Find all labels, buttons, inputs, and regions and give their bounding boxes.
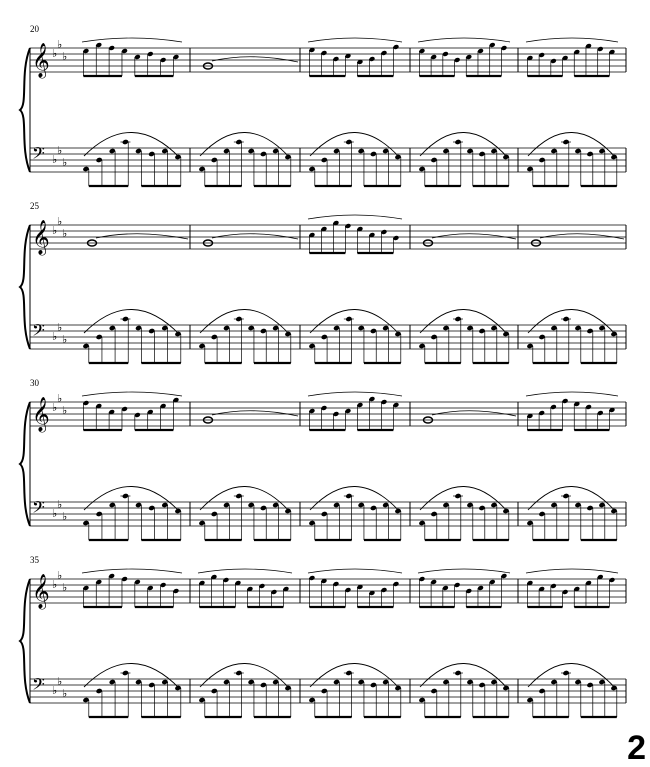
- phrase-slur: [418, 38, 510, 42]
- flat-sign: ♭: [62, 333, 68, 346]
- tie: [540, 234, 624, 239]
- bass-clef: 𝄢: [32, 674, 45, 698]
- flat-sign: ♭: [52, 224, 58, 237]
- measure-number: 25: [30, 201, 39, 211]
- measure-number: 20: [30, 24, 39, 34]
- treble-clef: 𝄞: [32, 574, 50, 609]
- phrase-slur: [198, 569, 292, 573]
- brace: [20, 402, 30, 526]
- tie: [212, 57, 298, 62]
- flat-sign: ♭: [62, 50, 68, 63]
- measure-number: 30: [30, 378, 39, 388]
- flat-sign: ♭: [57, 569, 63, 582]
- flat-sign: ♭: [52, 507, 58, 520]
- flat-sign: ♭: [57, 38, 63, 51]
- flat-sign: ♭: [57, 675, 63, 688]
- flat-sign: ♭: [52, 330, 58, 343]
- bass-clef: 𝄢: [32, 497, 45, 521]
- flat-sign: ♭: [52, 578, 58, 591]
- brace: [20, 579, 30, 703]
- phrase-slur: [526, 392, 618, 396]
- flat-sign: ♭: [62, 404, 68, 417]
- flat-sign: ♭: [57, 498, 63, 511]
- tie: [212, 411, 298, 416]
- tie: [96, 234, 188, 239]
- brace: [20, 225, 30, 349]
- phrase-slur: [308, 392, 402, 396]
- flat-sign: ♭: [52, 684, 58, 697]
- flat-sign: ♭: [57, 215, 63, 228]
- bass-clef: 𝄢: [32, 320, 45, 344]
- phrase-slur: [418, 569, 510, 573]
- tie: [212, 234, 298, 239]
- treble-clef: 𝄞: [32, 397, 50, 432]
- treble-clef: 𝄞: [32, 220, 50, 255]
- measure-number: 35: [30, 555, 39, 565]
- phrase-slur: [82, 392, 182, 396]
- phrase-slur: [308, 569, 402, 573]
- flat-sign: ♭: [62, 687, 68, 700]
- phrase-slur: [526, 38, 618, 42]
- phrase-slur: [82, 38, 182, 42]
- page-number: 2: [627, 729, 646, 767]
- brace: [20, 48, 30, 172]
- phrase-slur: [526, 569, 618, 573]
- flat-sign: ♭: [57, 144, 63, 157]
- flat-sign: ♭: [62, 581, 68, 594]
- tie: [432, 234, 516, 239]
- flat-sign: ♭: [52, 401, 58, 414]
- flat-sign: ♭: [52, 153, 58, 166]
- bass-clef: 𝄢: [32, 143, 45, 167]
- flat-sign: ♭: [62, 156, 68, 169]
- flat-sign: ♭: [57, 321, 63, 334]
- phrase-slur: [308, 215, 402, 219]
- flat-sign: ♭: [52, 47, 58, 60]
- phrase-slur: [82, 569, 182, 573]
- phrase-slur: [308, 38, 402, 42]
- flat-sign: ♭: [62, 227, 68, 240]
- treble-clef: 𝄞: [32, 43, 50, 78]
- tie: [432, 411, 516, 416]
- flat-sign: ♭: [62, 510, 68, 523]
- flat-sign: ♭: [57, 392, 63, 405]
